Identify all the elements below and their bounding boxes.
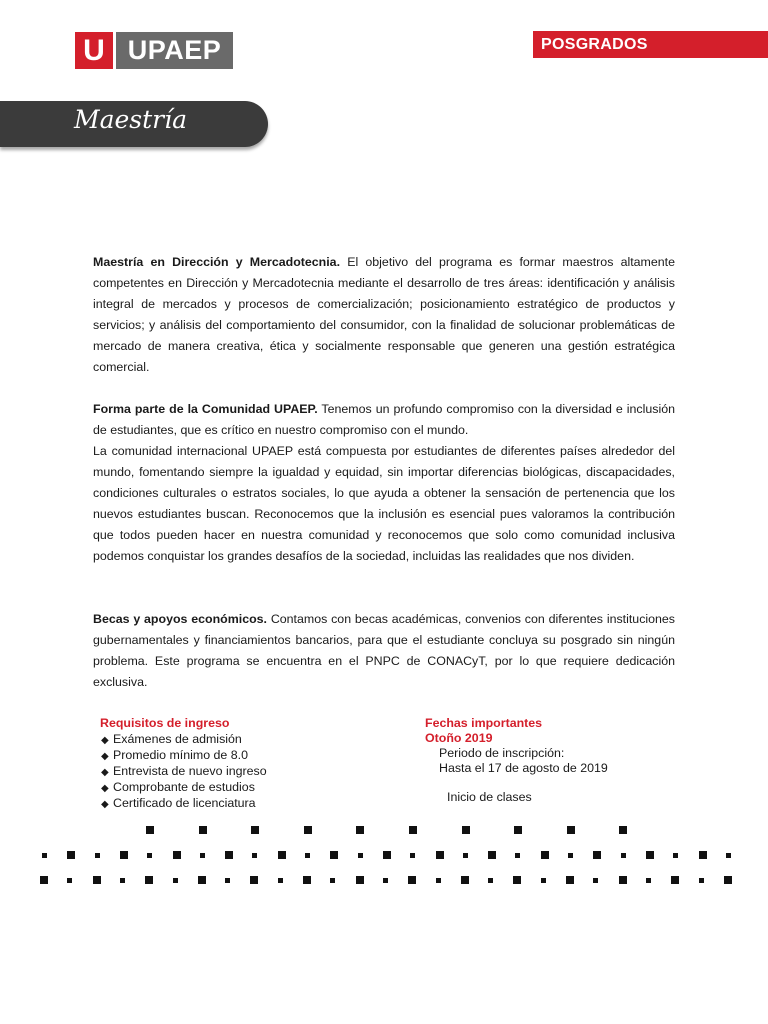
- dot-square: [726, 853, 731, 858]
- dot-square: [436, 878, 441, 883]
- dot-square: [646, 878, 651, 883]
- dates-heading: Fechas importantes: [425, 716, 543, 730]
- paragraph-community-text: Tenemos un profundo compromiso con la diversidad e inclusión de estudiantes, que es crítico en nuestro compromiso con el mundo.: [93, 402, 675, 437]
- dot-square: [303, 876, 311, 884]
- requirements-list: [100, 732, 267, 812]
- requirements-heading: Requisitos de ingreso: [100, 716, 230, 730]
- list-item: ◆ Comprobante de estudios: [101, 780, 255, 794]
- dot-square: [724, 876, 732, 884]
- classes-label: Inicio de clases: [447, 790, 532, 804]
- diamond-bullet-icon: ◆: [101, 767, 109, 778]
- dot-square: [514, 826, 522, 834]
- dot-square: [278, 851, 286, 859]
- dot-square: [619, 826, 627, 834]
- section-tag: POSGRADOS: [533, 31, 768, 58]
- paragraph-scholarships-heading: Becas y apoyos económicos.: [93, 612, 267, 626]
- dot-square: [251, 826, 259, 834]
- dot-square: [330, 878, 335, 883]
- dot-square: [410, 853, 415, 858]
- dot-square: [383, 851, 391, 859]
- dot-square: [566, 876, 574, 884]
- paragraph-scholarships-text: Contamos con becas académicas, convenios con diferentes instituciones gubernamentales y financiamientos bancarios, para que el estudiante concluya su posgrado sin ningún problema. Este programa se encuentra en el PNPC de CONACyT, por lo que requiere dedicación exclusiva.: [93, 612, 676, 689]
- title-banner: [0, 101, 268, 147]
- dot-square: [541, 878, 546, 883]
- dot-square: [173, 851, 181, 859]
- paragraph-international: [93, 441, 675, 567]
- dot-square: [145, 876, 153, 884]
- diamond-bullet-icon: ◆: [101, 735, 109, 746]
- dot-square: [250, 876, 258, 884]
- dot-square: [305, 853, 310, 858]
- dates-section: [425, 716, 608, 805]
- dot-square: [356, 876, 364, 884]
- enrollment-label: Periodo de inscripción:: [439, 746, 565, 760]
- dot-square: [252, 853, 257, 858]
- dot-square: [568, 853, 573, 858]
- dot-square: [356, 826, 364, 834]
- dot-square: [358, 853, 363, 858]
- dot-square: [173, 878, 178, 883]
- dot-square: [383, 878, 388, 883]
- dot-square: [330, 851, 338, 859]
- dot-square: [304, 826, 312, 834]
- dot-square: [42, 853, 47, 858]
- dot-square: [541, 851, 549, 859]
- diamond-bullet-icon: ◆: [101, 799, 109, 810]
- list-item: ◆ Certificado de licenciatura: [101, 796, 256, 810]
- logo-wordmark: UPAEP: [116, 32, 233, 69]
- dot-square: [436, 851, 444, 859]
- dot-square: [120, 878, 125, 883]
- dot-square: [225, 851, 233, 859]
- logo-mark: U: [75, 32, 113, 69]
- dot-square: [671, 876, 679, 884]
- dot-square: [146, 826, 154, 834]
- dot-square: [278, 878, 283, 883]
- paragraph-community: [93, 399, 675, 441]
- paragraph-international-text: La comunidad internacional UPAEP está compuesta por estudiantes de diferentes países alrededor del mundo, fomentando siempre la igualdad y equidad, sin importar diferencias biológicas, discapacidades, condiciones culturales o estratos sociales, lo que ayuda a obtener la sensación de pertenencia que los nuevos estudiantes buscan. Reconocemos que la inclusión es esencial pues valoramos la contribución que todos pueden hacer en nuestra comunidad y reconocemos que solo como comunidad inclusiva podemos conquistar los grandes desafíos de la sociedad, incluidas las realidades que nos dividen.: [93, 444, 675, 563]
- dot-square: [225, 878, 230, 883]
- dot-square: [200, 853, 205, 858]
- dot-square: [673, 853, 678, 858]
- dot-square: [40, 876, 48, 884]
- dot-square: [199, 826, 207, 834]
- dot-square: [147, 853, 152, 858]
- dot-square: [67, 851, 75, 859]
- dot-square: [462, 826, 470, 834]
- page-title: Maestría: [74, 105, 188, 134]
- dot-square: [408, 876, 416, 884]
- list-item: ◆ Exámenes de admisión: [101, 732, 242, 746]
- dot-square: [67, 878, 72, 883]
- dot-square: [409, 826, 417, 834]
- dot-square: [95, 853, 100, 858]
- dot-square: [699, 878, 704, 883]
- paragraph-program: [93, 252, 675, 378]
- dot-square: [621, 853, 626, 858]
- dot-square: [699, 851, 707, 859]
- dot-square: [513, 876, 521, 884]
- dot-square: [515, 853, 520, 858]
- diamond-bullet-icon: ◆: [101, 751, 109, 762]
- dot-square: [593, 851, 601, 859]
- paragraph-community-heading: Forma parte de la Comunidad UPAEP.: [93, 402, 318, 416]
- dot-square: [463, 853, 468, 858]
- dot-square: [198, 876, 206, 884]
- dot-square: [593, 878, 598, 883]
- list-item: ◆ Promedio mínimo de 8.0: [101, 748, 248, 762]
- dot-square: [488, 851, 496, 859]
- diamond-bullet-icon: ◆: [101, 783, 109, 794]
- list-item: ◆ Entrevista de nuevo ingreso: [101, 764, 267, 778]
- paragraph-scholarships: [93, 609, 675, 693]
- dates-term: Otoño 2019: [425, 731, 493, 745]
- dot-square: [567, 826, 575, 834]
- dot-square: [93, 876, 101, 884]
- dot-square: [646, 851, 654, 859]
- requirements-section: [100, 716, 267, 812]
- upaep-logo: [75, 32, 233, 69]
- dot-square: [120, 851, 128, 859]
- dot-square: [461, 876, 469, 884]
- dot-square: [619, 876, 627, 884]
- paragraph-program-heading: Maestría en Dirección y Mercadotecnia.: [93, 255, 341, 269]
- dot-square: [488, 878, 493, 883]
- paragraph-program-text: El objetivo del programa es formar maestros altamente competentes en Dirección y Mercadotecnia mediante el desarrollo de tres áreas: identificación y análisis integral de mercados y procesos de comercialización; posicionamiento estratégico de productos y servicios; y análisis del comportamiento del consumidor, con la finalidad de solucionar problemáticas de mercado de manera creativa, ética y socialmente responsable que generen una gestión estratégica comercial.: [93, 255, 675, 374]
- enrollment-value: Hasta el 17 de agosto de 2019: [439, 761, 608, 775]
